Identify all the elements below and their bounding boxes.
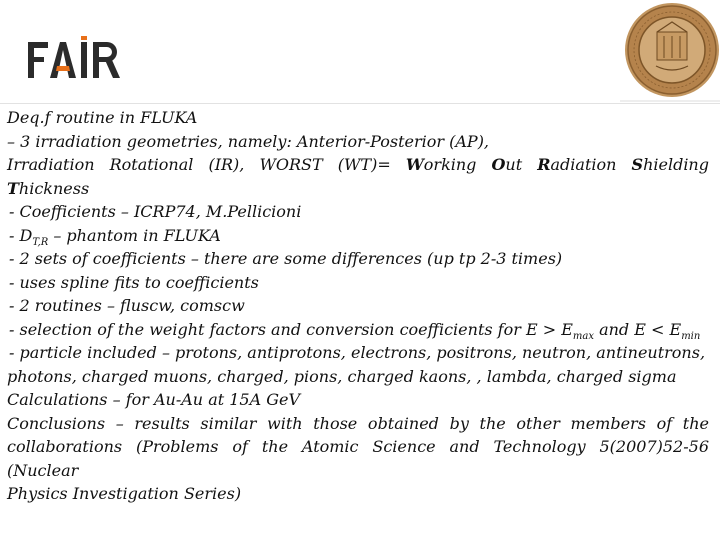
text-line: Thickness: [7, 178, 90, 198]
text-line: Calculations – for Au-Au at 15A GeV: [7, 390, 301, 409]
text-line: Physics Investigation Series): [7, 484, 242, 503]
text-line: Deq.f routine in FLUKA: [7, 108, 198, 127]
university-seal-icon: [620, 0, 720, 104]
text-line: - 2 routines – fluscw, comscw: [9, 296, 245, 315]
text-line: - 2 sets of coefficients – there are some differences (up tp 2-3 times): [9, 249, 563, 268]
text-line: collaborations (Problems of the Atomic Science and Technology 5(2007)52-56 (Nuclear: [7, 437, 709, 480]
text-line: photons, charged muons, charged, pions, charged kaons, , lambda, charged sigma: [7, 366, 677, 386]
slide-body: [7, 106, 709, 506]
text-line: - Coefficients – ICRP74, M.Pellicioni: [9, 202, 302, 221]
fair-logo: [26, 36, 122, 84]
text-line: - selection of the weight factors and conversion coefficients for $E > E_{max}$ and $E < E_{min}$: [9, 319, 701, 342]
text-line: - uses spline fits to coefficients: [9, 272, 259, 292]
text-line: – 3 irradiation geometries, namely: Anterior-Posterior (AP),: [7, 131, 490, 151]
text-line: - particle included – protons, antiprotons, electrons, positrons, neutron, antineutrons,: [9, 343, 706, 362]
text-line: Irradiation Rotational (IR), WORST (WT)= Working Out Radiation Shielding: [7, 155, 709, 174]
text-line: - $D_{T,R}$ – phantom in FLUKA: [9, 225, 221, 248]
header-divider: [0, 103, 720, 104]
text-line: Conclusions – results similar with those obtained by the other members of the: [7, 413, 709, 433]
